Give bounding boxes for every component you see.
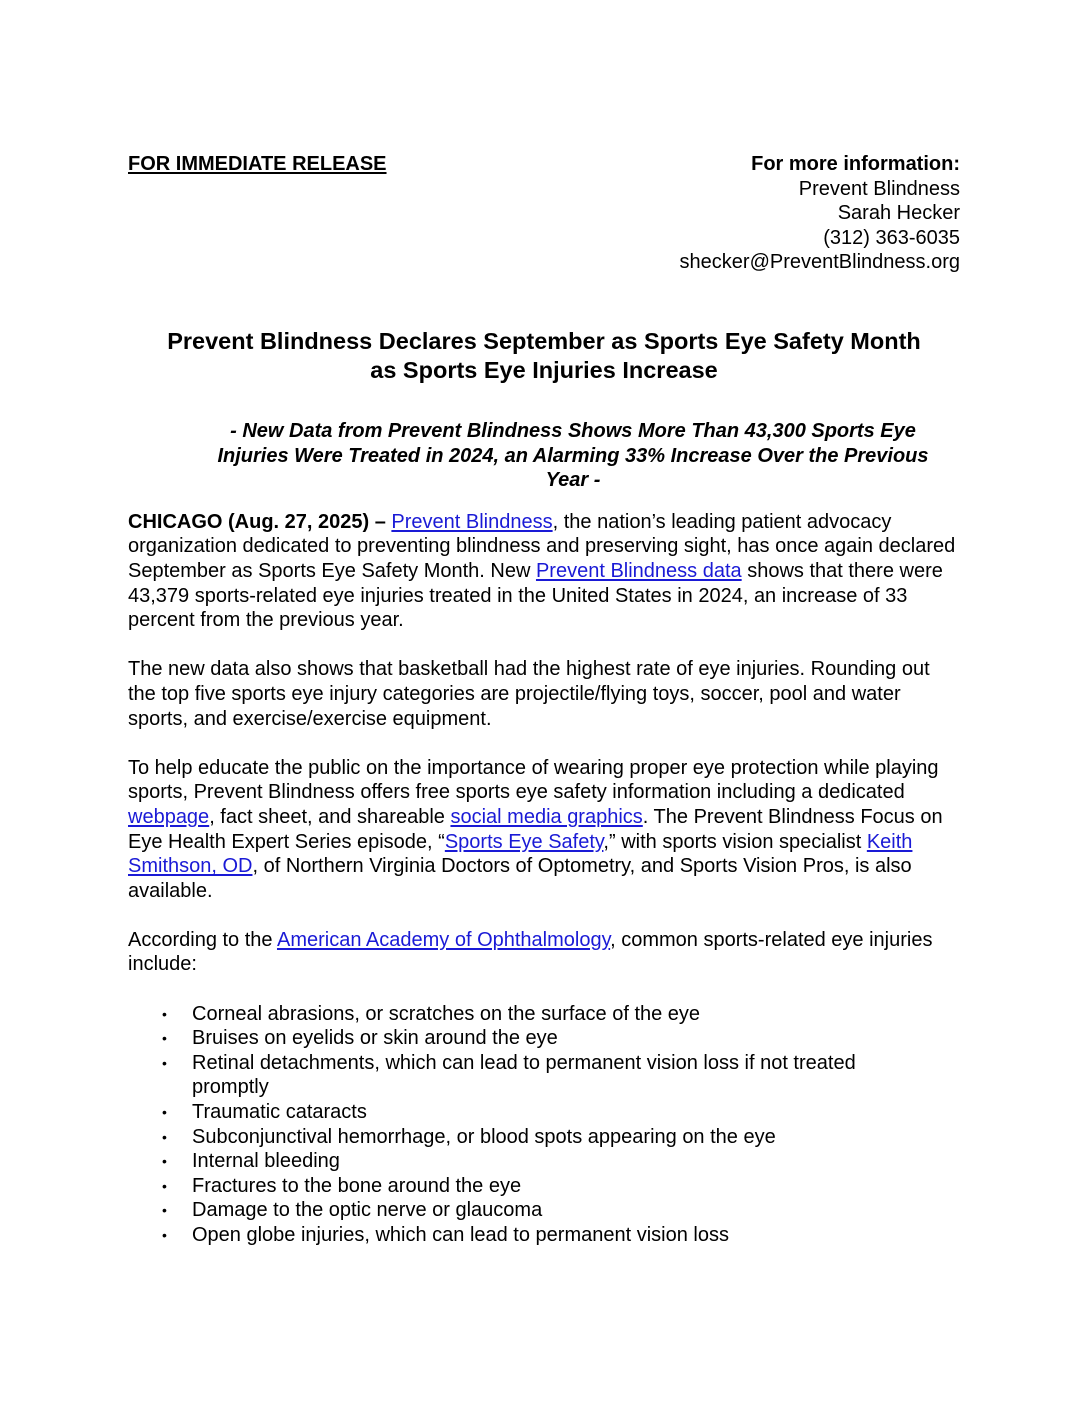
bullet-icon: • bbox=[162, 1128, 167, 1145]
list-item-text: Traumatic cataracts bbox=[192, 1101, 367, 1124]
link-sports-eye-safety[interactable]: Sports Eye Safety bbox=[444, 830, 604, 853]
list-item-text: Fractures to the bone around the eye bbox=[192, 1174, 522, 1197]
list-item-text: Subconjunctival hemorrhage, or blood spots appearing on the eye bbox=[192, 1125, 776, 1148]
bullet-icon: • bbox=[162, 1030, 167, 1047]
paragraph-text: According to the bbox=[128, 928, 277, 951]
bullet-icon: • bbox=[162, 1054, 167, 1071]
release-header bbox=[128, 152, 960, 282]
list-item bbox=[128, 1026, 904, 1051]
bullet-icon: • bbox=[162, 1177, 167, 1194]
link-prevent-blindness-data[interactable]: Prevent Blindness data bbox=[535, 559, 742, 582]
contact-heading: For more information: bbox=[751, 153, 960, 175]
release-label: FOR IMMEDIATE RELEASE bbox=[128, 153, 387, 175]
contact-name: Sarah Hecker bbox=[837, 202, 960, 225]
link-keith-smithson[interactable]: Keith Smithson, OD bbox=[128, 830, 913, 878]
bullet-icon: • bbox=[162, 1153, 167, 1170]
list-item bbox=[128, 1125, 904, 1150]
link-social-media-graphics[interactable]: social media graphics bbox=[450, 805, 643, 828]
link-webpage[interactable]: webpage bbox=[128, 805, 210, 828]
contact-phone: (312) 363-6035 bbox=[823, 226, 960, 249]
list-item bbox=[128, 1223, 904, 1248]
paragraph-aao bbox=[128, 928, 960, 977]
bullet-icon: • bbox=[162, 1202, 167, 1219]
paragraph-text: , common sports-related eye injuries include: bbox=[128, 928, 933, 976]
paragraph-text: , fact sheet, and shareable bbox=[209, 805, 451, 828]
paragraph-text: . The Prevent Blindness Focus on Eye Health Expert Series episode, “ bbox=[128, 805, 943, 853]
contact-organization: Prevent Blindness bbox=[798, 177, 960, 200]
paragraph-top-sports: The new data also shows that basketball had the highest rate of eye injuries. Rounding out the top five sports eye injury categories are projectile/flying toys, soccer, pool and water sports, and exercise/exercise equipment. bbox=[128, 658, 930, 730]
bullet-icon: • bbox=[162, 1104, 167, 1121]
link-american-academy-of-ophthalmology[interactable]: American Academy of Ophthalmology bbox=[276, 928, 611, 951]
list-item bbox=[128, 1149, 904, 1174]
list-item-text: Internal bleeding bbox=[192, 1150, 340, 1173]
contact-block bbox=[680, 152, 960, 275]
list-item bbox=[128, 1100, 904, 1125]
list-item bbox=[128, 1051, 904, 1100]
bullet-icon: • bbox=[162, 1005, 167, 1022]
list-item-text: Open globe injuries, which can lead to permanent vision loss bbox=[192, 1224, 729, 1246]
list-item bbox=[128, 1002, 904, 1027]
paragraph-resources bbox=[128, 756, 960, 904]
list-item-text: Damage to the optic nerve or glaucoma bbox=[192, 1199, 543, 1222]
injury-list bbox=[128, 1002, 960, 1248]
paragraph-intro bbox=[128, 510, 960, 633]
paragraph-text: To help educate the public on the importance of wearing proper eye protection while playing sports, Prevent Blindness offers free sports eye safety information including a dedicated bbox=[128, 756, 939, 804]
link-prevent-blindness[interactable]: Prevent Blindness bbox=[391, 510, 553, 533]
press-release-page bbox=[128, 152, 960, 1248]
contact-email: shecker@PreventBlindness.org bbox=[679, 251, 960, 274]
paragraph-text: , of Northern Virginia Doctors of Optometry, and Sports Vision Pros, is also available. bbox=[128, 855, 912, 902]
list-item bbox=[128, 1174, 904, 1199]
bullet-icon: • bbox=[162, 1227, 167, 1243]
paragraph-text: ,” with sports vision specialist bbox=[603, 830, 867, 853]
headline-line-2: as Sports Eye Injuries Increase bbox=[370, 356, 718, 383]
paragraph-text: shows that there were 43,379 sports-related eye injuries treated in the United States in 2024, an increase of 33 percent from the previous year. bbox=[128, 559, 943, 632]
list-item bbox=[128, 1198, 904, 1223]
list-item-text: Retinal detachments, which can lead to permanent vision loss if not treated promptly bbox=[192, 1051, 856, 1099]
list-item-text: Corneal abrasions, or scratches on the surface of the eye bbox=[192, 1002, 701, 1025]
headline bbox=[128, 327, 960, 384]
subheadline: - New Data from Prevent Blindness Shows More Than 43,300 Sports Eye Injuries Were Treated in 2024, an Alarming 33% Increase Over the Previous Year - bbox=[217, 420, 929, 492]
dateline: CHICAGO (Aug. 27, 2025) – bbox=[128, 510, 386, 533]
list-item-text: Bruises on eyelids or skin around the eye bbox=[192, 1027, 558, 1050]
paragraph-text: , the nation’s leading patient advocacy organization dedicated to preventing blindness and preserving sight, has once again declared September as Sports Eye Safety Month. New bbox=[128, 510, 956, 582]
headline-line-1: Prevent Blindness Declares September as Sports Eye Safety Month bbox=[167, 328, 921, 354]
